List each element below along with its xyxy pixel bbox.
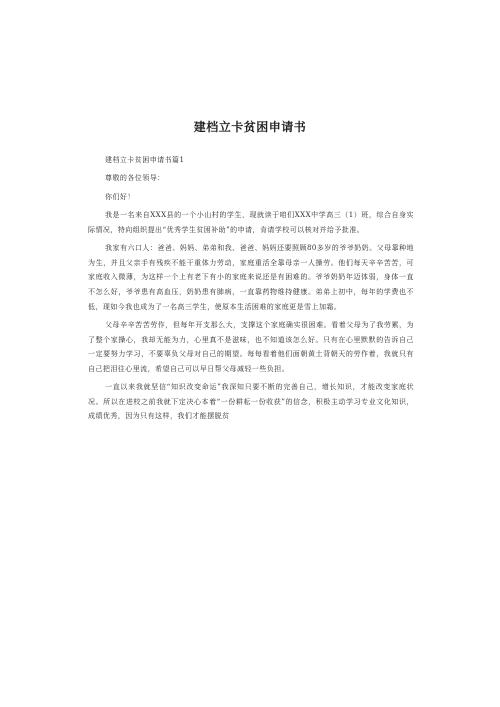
- paragraph-family-situation: 我家有六口人：爸爸、妈妈、弟弟和我、爸爸、妈妈还要照顾80多岁的爷爷奶奶。父母靠种地为生，并且父亲手有残疾不能干重体力劳动，家庭重活全靠母亲一人操劳。他们每天辛辛苦苦，可家庭收入微薄，为这样一个上有老下有小的家庭来说还是有困难的。爷爷奶奶年迈体弱，身体一直不怎么好，爷爷患有高血压，奶奶患有肺病，一直靠药物维持健康。弟弟上初中，每年的学费也不低，现如今我也成为了一名高三学生，使原本生活困难的家庭更是雪上加霜。: [88, 244, 414, 311]
- paragraph-greeting: 你们好！: [105, 192, 135, 201]
- paragraph-knowledge-belief: 一直以来我就坚信“知识改变命运”我深知只要不断的完善自己，增长知识，才能改变家庭状况。所以在进校之前我就下定决心本着“一份耕耘一份收获”的信念，积极主动学习专业文化知识，成绩优秀，因为只有这样，我们才能摆脱贫: [88, 383, 414, 421]
- document-body: [88, 153, 414, 428]
- paragraph-salutation: 尊敬的各位领导：: [105, 174, 165, 183]
- document-title: 建档立卡贫困申请书: [193, 120, 307, 134]
- paragraph-parents-hardship: 父母辛辛苦苦劳作，但每年开支那么大，支撑这个家庭确实很困难。看着父母为了我劳累，为了整个家操心，我却无能为力，心里真不是滋味，也不知道该怎么好。只有在心里默默的告诉自己一定要努力学习，不要辜负父母对自己的期望。每每看着他们面朝黄土背朝天的劳作着，我就只有自己把泪往心里流，希望自己可以早日帮父母减轻一些负担。: [88, 320, 414, 373]
- paragraph-introduction: 我是一名来自XXX县的一个小山村的学生，现就读于咱们XXX中学高三（1）班，综合自身实际情况，特向组织提出“优秀学生贫困补助”的申请，肯请学校可以核对并给予批准。: [88, 211, 414, 234]
- paragraph-heading: 建档立卡贫困申请书篇1: [105, 156, 185, 164]
